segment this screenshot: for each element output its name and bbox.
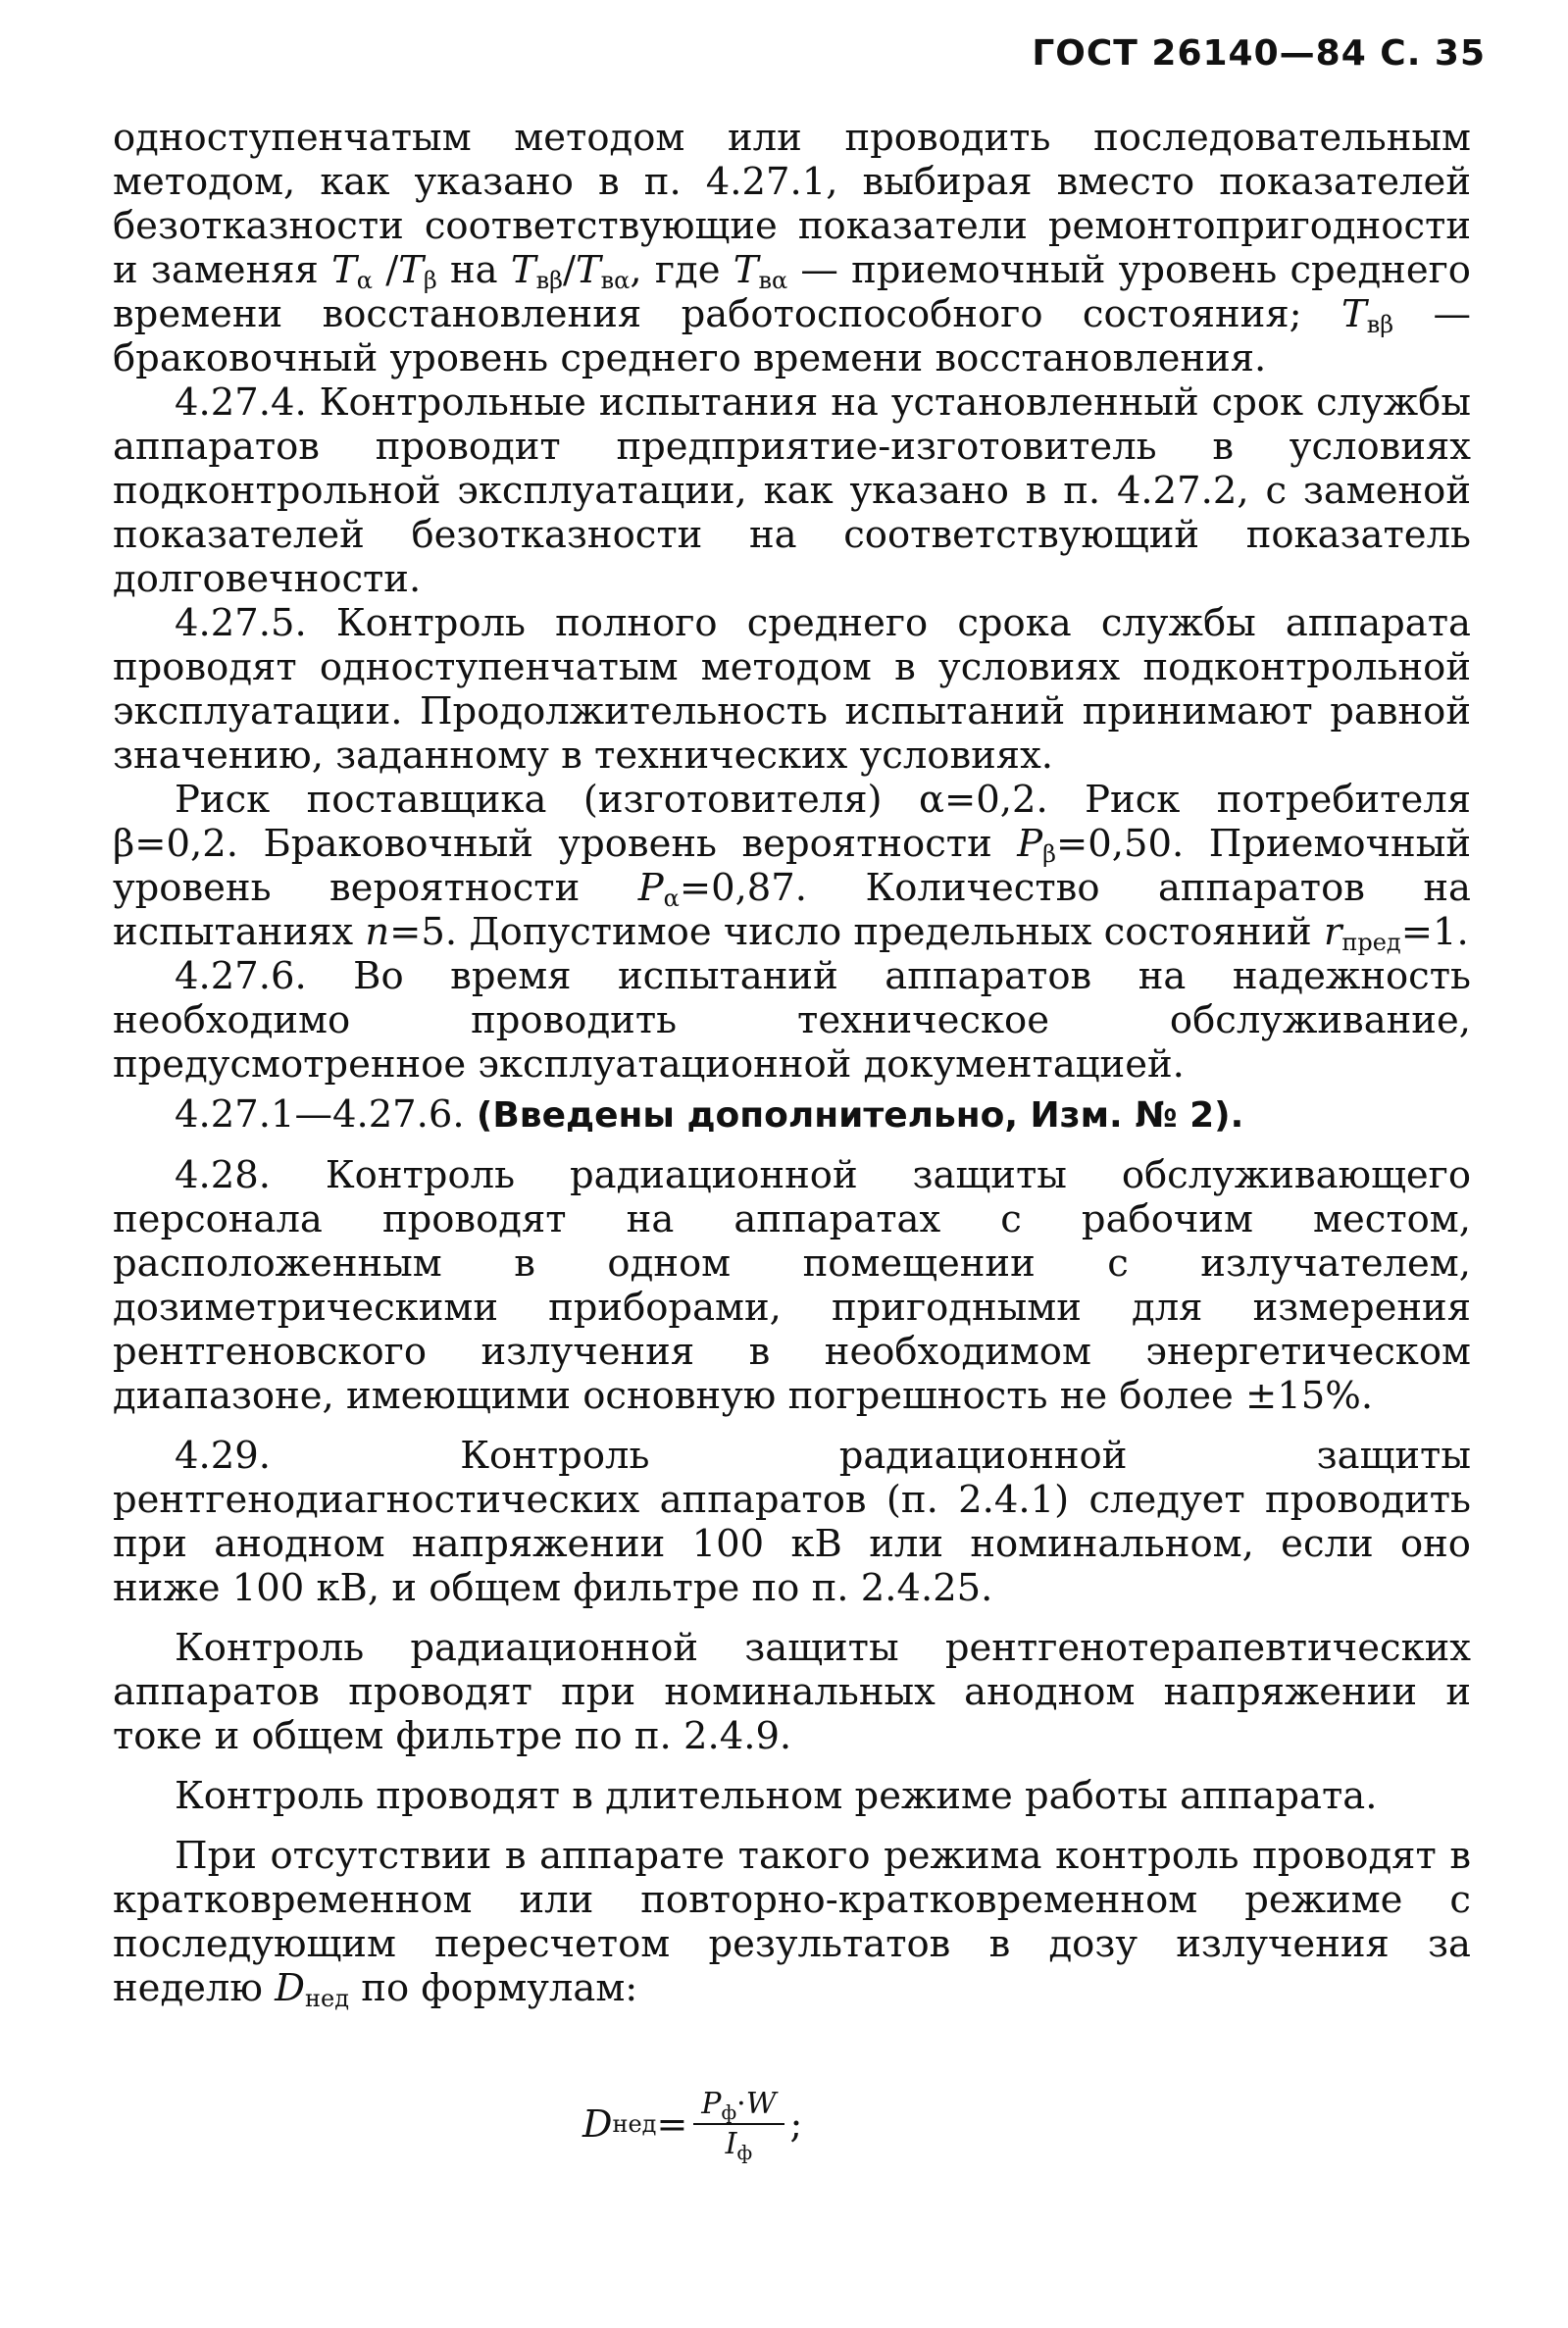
paragraph-4-28: 4.28. Контроль радиационной защиты обслуживающего персонала проводят на аппаратах с рабочим местом, расположенным в одном помещении с излучателем, дозиметрическими приборами, пригодными для измерения рентгеновского излучения в необходимом энергетическом диапазоне, имеющими основную погрешность не более ±15%.	[113, 1153, 1471, 1418]
paragraph-amendment: 4.27.1—4.27.6. (Введены дополнительно, Изм. № 2).	[175, 1092, 1244, 1137]
paragraph-continuation: одноступенчатым методом или проводить последовательным методом, как указано в п. 4.27.1, выбирая вместо показателей безотказности соответствующие показатели ремонтопригодности и заменяя $T_\alpha$ $/T_\beta$ на $T_{в\beta}/T_{в\alpha}$, где $T_{в\alpha}$ — приемочный уровень среднего времени восстановления работоспособного состояния; $T_{в\beta}$ — браковочный уровень среднего времени восстановления.	[113, 116, 1471, 380]
paragraph-long-mode: Контроль проводят в длительном режиме работы аппарата.	[175, 1774, 1378, 1818]
paragraph-4-27-6: 4.27.6. Во время испытаний аппаратов на надежность необходимо проводить техническое обслуживание, предусмотренное эксплуатационной документацией.	[113, 954, 1471, 1087]
formula-fraction: $\frac{P_ф\cdot W}{I_ф}$	[693, 2087, 784, 2161]
paragraph-4-27-5: 4.27.5. Контроль полного среднего срока службы аппарата проводят одноступенчатым методом в условиях подконтрольной эксплуатации. Продолжительность испытаний принимают равной значению, заданному в технических условиях.	[113, 601, 1471, 778]
formula-dose: D нед = $\frac{P_ф\cdot W}{I_ф}$ ;	[582, 2087, 803, 2164]
document-body	[113, 116, 1471, 2010]
paragraph-risk: Риск поставщика (изготовителя) α=0,2. Риск потребителя β=0,2. Браковочный уровень вероятности $P_\beta=0,50$. Приемочный уровень вероятности $P_\alpha=0,87$. Количество аппаратов на испытаниях n=5. Допустимое число предельных состояний $r_{пред}=1$.	[113, 778, 1471, 956]
paragraph-therapy: Контроль радиационной защиты рентгенотерапевтических аппаратов проводят при номинальных анодном напряжении и токе и общем фильтре по п. 2.4.9.	[113, 1626, 1471, 1758]
paragraph-4-29: 4.29. Контроль радиационной защиты рентгенодиагностических аппаратов (п. 2.4.1) следует проводить при анодном напряжении 100 кВ или номинальном, если оно ниже 100 кВ, и общем фильтре по п. 2.4.25.	[113, 1434, 1471, 1610]
paragraph-short-mode: При отсутствии в аппарате такого режима контроль проводят в кратковременном или повторно-кратковременном режиме с последующим пересчетом результатов в дозу излучения за неделю $D_{нед}$ по формулам:	[113, 1834, 1471, 2012]
paragraph-4-27-4: 4.27.4. Контрольные испытания на установленный срок службы аппаратов проводит предприятие-изготовитель в условиях подконтрольной эксплуатации, как указано в п. 4.27.2, с заменой показателей безотказности на соответствующий показатель долговечности.	[113, 380, 1471, 601]
page-header: ГОСТ 26140—84 С. 35	[1032, 33, 1486, 74]
